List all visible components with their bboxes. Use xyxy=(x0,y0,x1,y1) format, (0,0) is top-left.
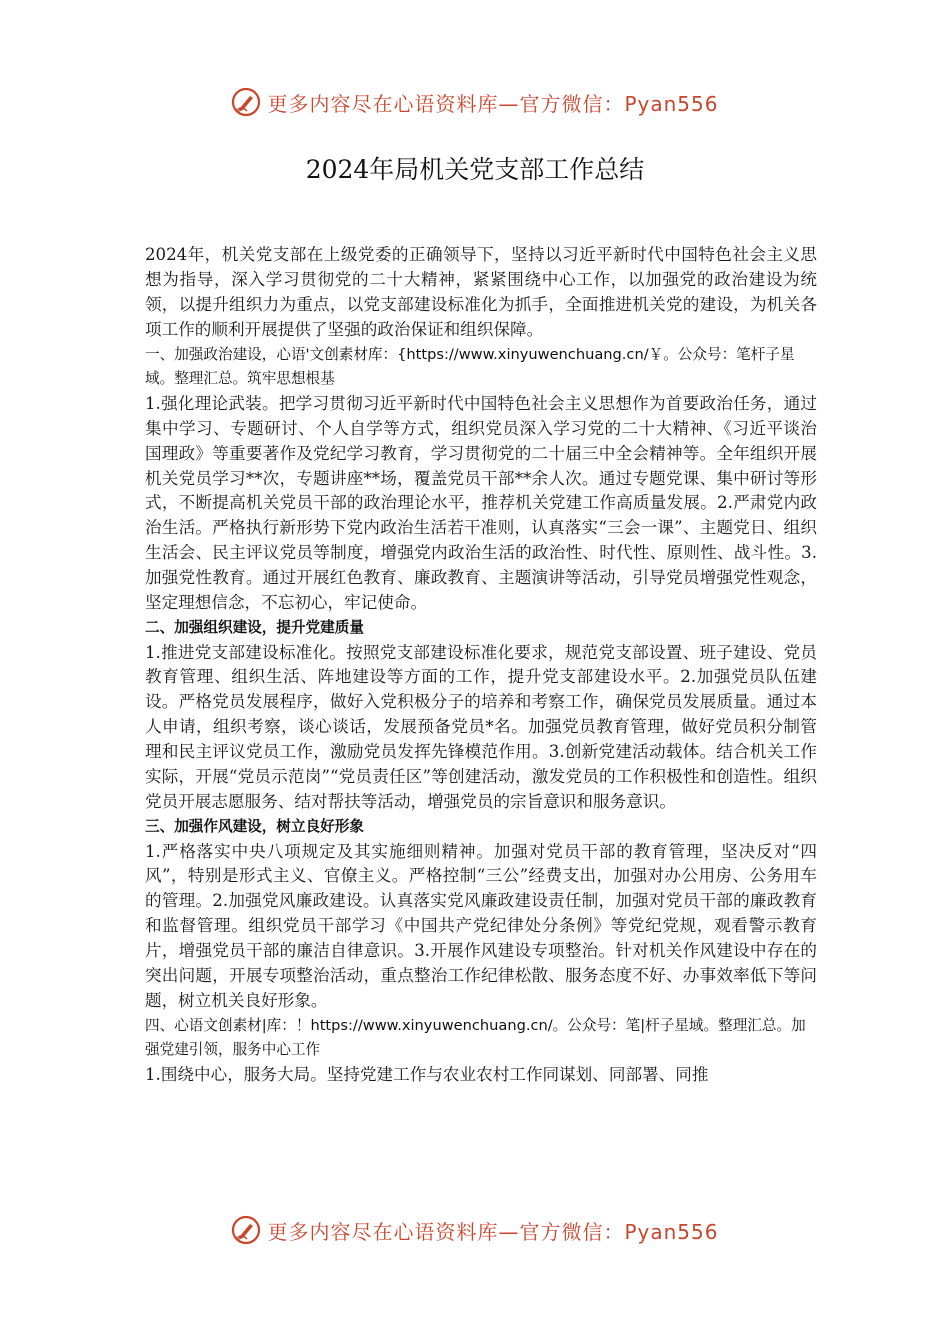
watermark-text: 更多内容尽在心语资料库—官方微信：Pyan556 xyxy=(267,91,719,116)
pen-logo-icon xyxy=(231,87,261,117)
pen-logo-icon xyxy=(231,1215,261,1245)
section-4-heading: 四、心语文创素材|库：！https://www.xinyuwenchuang.cn/。公众号：笔|杆子星域。整理汇总。加强党建引领，服务中心工作 xyxy=(145,1016,806,1059)
section-2-body: 1.推进党支部建设标准化。按照党支部建设标准化要求，规范党支部设置、班子建设、党员教育管理、组织生活、阵地建设等方面的工作，提升党支部建设水平。2.加强党员队伍建设。严格党员发展程序，做好入党积极分子的培养和考察工作，确保党员发展质量。通过本人申请，组织考察，谈心谈话，发展预备党员*名。加强党员教育管理，做好党员积分制管理和民主评议党员工作，激励党员发挥先锋模范作用。3.创新党建活动载体。结合机关工作实际，开展“党员示范岗”“党员责任区”等创建活动，激发党员的工作积极性和创造性。组织党员开展志愿服务、结对帮扶等活动，增强党员的宗旨意识和服务意识。 xyxy=(145,642,817,811)
section-1-body: 1.强化理论武装。把学习贯彻习近平新时代中国特色社会主义思想作为首要政治任务，通过集中学习、专题研讨、个人自学等方式，组织党员深入学习党的二十大精神、《习近平谈治国理政》等重要著作及党纪学习教育，学习贯彻党的二十届三中全会精神等。全年组织开展机关党员学习**次，专题讲座**场，覆盖党员干部**余人次。通过专题党课、集中研讨等形式，不断提高机关党员干部的政治理论水平，推荐机关党建工作高质量发展。2.严肃党内政治生活。严格执行新形势下党内政治生活若干准则，认真落实“三会一课”、主题党日、组织生活会、民主评议党员等制度，增强党内政治生活的政治性、时代性、原则性、战斗性。3.加强党性教育。通过开展红色教育、廉政教育、主题演讲等活动，引导党员增强党性观念，坚定理想信念，不忘初心，牢记使命。 xyxy=(145,393,817,613)
watermark-banner-top xyxy=(0,82,950,122)
section-2-heading: 二、加强组织建设，提升党建质量 xyxy=(145,618,364,636)
section-3-heading: 三、加强作风建设，树立良好形象 xyxy=(145,817,364,835)
section-3-body: 1.严格落实中央八项规定及其实施细则精神。加强对党员干部的教育管理，坚决反对“四风”，特别是形式主义、官僚主义。严格控制“三公”经费支出，加强对办公用房、公务用车的管理。2.加强党风廉政建设。认真落实党风廉政建设责任制，加强对党员干部的廉政教育和监督管理。组织党员干部学习《中国共产党纪律处分条例》等党纪党规，观看警示教育片，增强党员干部的廉洁自律意识。3.开展作风建设专项整治。针对机关作风建设中存在的突出问题，开展专项整治活动，重点整治工作纪律松散、服务态度不好、办事效率低下等问题，树立机关良好形象。 xyxy=(145,841,817,1010)
intro-paragraph: 2024年，机关党支部在上级党委的正确领导下，坚持以习近平新时代中国特色社会主义思想为指导，深入学习贯彻党的二十大精神，紧紧围绕中心工作，以加强党的政治建设为统领，以提升组织力为重点，以党支部建设标准化为抓手，全面推进机关党的建设，为机关各项工作的顺利开展提供了坚强的政治保证和组织保障。 xyxy=(145,245,817,339)
section-1-heading: 一、加强政治建设，心语'文创素材库：{https://www.xinyuwenchuang.cn/￥。公众号：笔杆子星域。整理汇总。筑牢思想根基 xyxy=(145,345,795,388)
watermark-banner-bottom xyxy=(0,1210,950,1250)
section-4-body: 1.围绕中心，服务大局。坚持党建工作与农业农村工作同谋划、同部署、同推 xyxy=(145,1065,709,1085)
document-body xyxy=(145,243,817,1088)
watermark-text: 更多内容尽在心语资料库—官方微信：Pyan556 xyxy=(267,1219,719,1244)
document-title: 2024年局机关党支部工作总结 xyxy=(305,155,645,184)
